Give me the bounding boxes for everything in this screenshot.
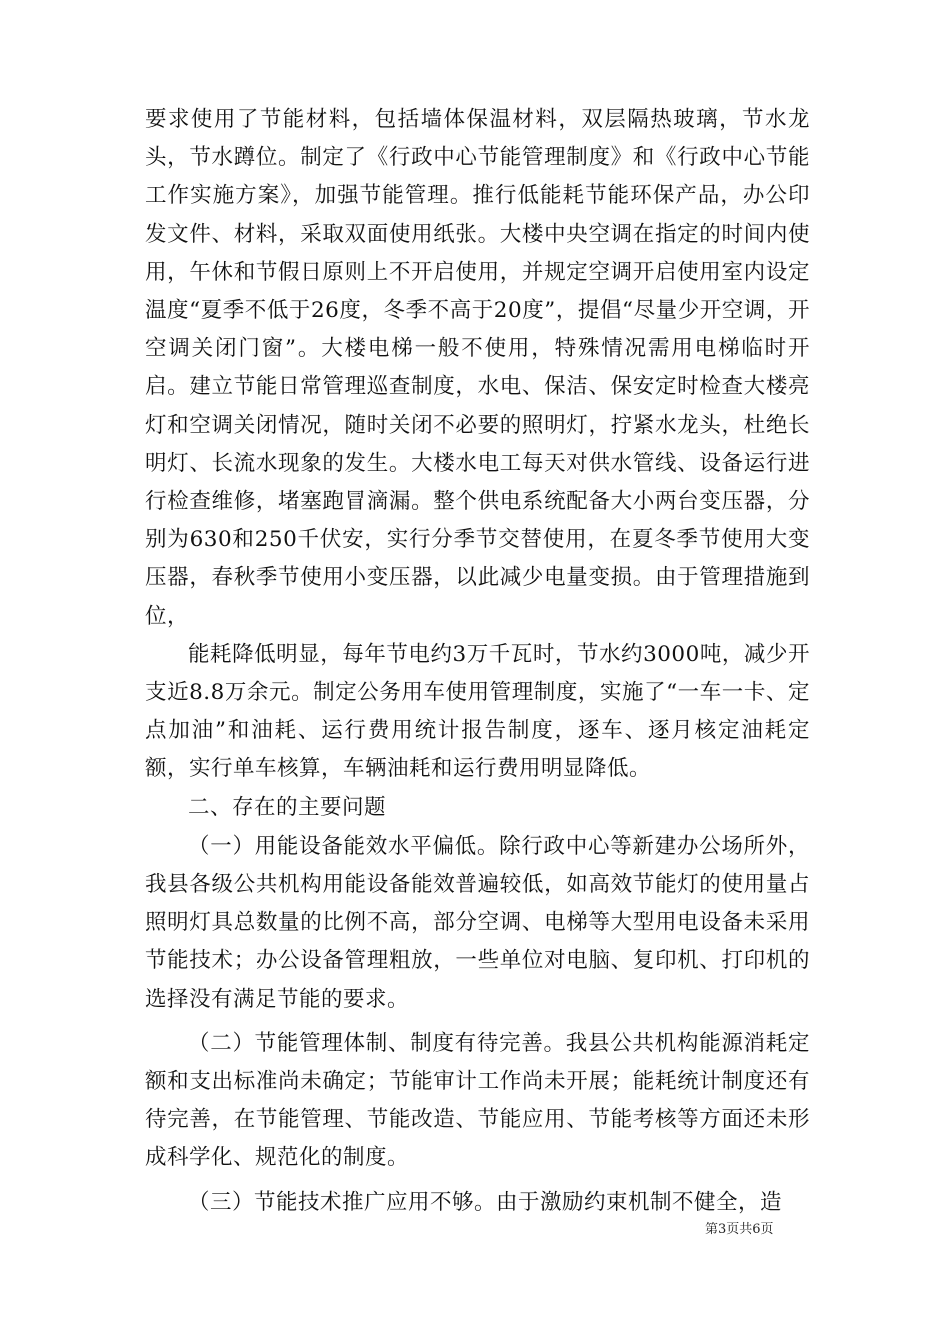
- document-body: [145, 101, 810, 1222]
- paragraph-energy-measures: 要求使用了节能材料，包括墙体保温材料，双层隔热玻璃，节水龙头，节水蹲位。制定了《行政中心节能管理制度》和《行政中心节能工作实施方案》，加强节能管理。推行低能耗节能环保产品，办公印发文件、材料，采取双面使用纸张。大楼中央空调在指定的时间内使用，午休和节假日原则上不开启使用，并规定空调开启使用室内设定温度“夏季不低于26度，冬季不高于20度”，提倡“尽量少开空调，开空调关闭门窗”。大楼电梯一般不使用，特殊情况需用电梯临时开启。建立节能日常管理巡查制度，水电、保洁、保安定时检查大楼亮灯和空调关闭情况，随时关闭不必要的照明灯，拧紧水龙头，杜绝长明灯、长流水现象的发生。大楼水电工每天对供水管线、设备运行进行检查维修，堵塞跑冒滴漏。整个供电系统配备大小两台变压器，分别为630和250千伏安，实行分季节交替使用，在夏冬季节使用大变压器，春秋季节使用小变压器，以此减少电量变损。由于管理措施到位，: [145, 107, 810, 629]
- paragraph-problem-1: （一）用能设备能效水平偏低。除行政中心等新建办公场所外，我县各级公共机构用能设备能效普遍较低，如高效节能灯的使用量占照明灯具总数量的比例不高，部分空调、电梯等大型用电设备未采用节能技术；办公设备管理粗放，一些单位对电脑、复印机、打印机的选择没有满足节能的要求。: [145, 833, 810, 1012]
- paragraph-problem-3: （三）节能技术推广应用不够。由于激励约束机制不健全，造: [188, 1189, 783, 1215]
- section-heading-main-problems: 二、存在的主要问题: [188, 794, 387, 820]
- paragraph-energy-results: 能耗降低明显，每年节电约3万千瓦时，节水约3000吨，减少开支近8.8万余元。制定公务用车使用管理制度，实施了“一车一卡、定点加油”和油耗、运行费用统计报告制度，逐车、逐月核定油耗定额，实行单车核算，车辆油耗和运行费用明显降低。: [145, 641, 810, 782]
- page-number-footer: 第3页共6页: [705, 1222, 774, 1237]
- paragraph-problem-2: （二）节能管理体制、制度有待完善。我县公共机构能源消耗定额和支出标准尚未确定；节能审计工作尚未开展；能耗统计制度还有待完善，在节能管理、节能改造、节能应用、节能考核等方面还未形成科学化、规范化的制度。: [145, 1030, 810, 1171]
